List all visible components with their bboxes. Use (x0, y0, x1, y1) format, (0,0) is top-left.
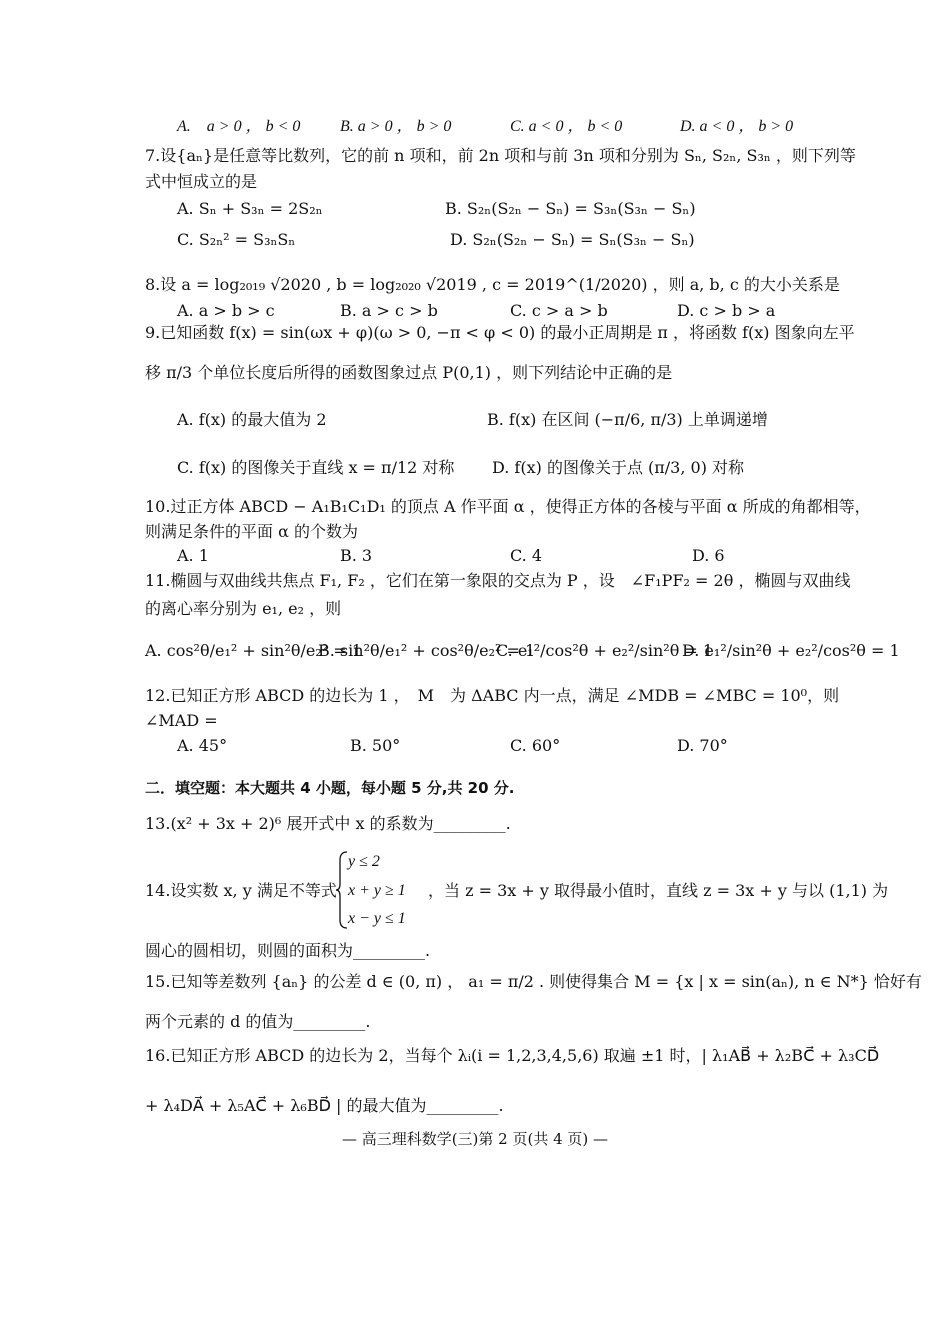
q7-stem-line1: 7.设{aₙ}是任意等比数列，它的前 n 项和，前 2n 项和与前 3n 项和分别为 Sₙ, S₂ₙ, S₃ₙ ，则下列等 (145, 146, 856, 165)
q9-option-c: C. f(x) 的图像关于直线 x = π/12 对称 (177, 458, 455, 477)
q10-option-b: B. 3 (340, 546, 373, 565)
q11-option-b: B. sin²θ/e₁² + cos²θ/e₂² = 1 (318, 641, 536, 660)
q9-stem-line2: 移 π/3 个单位长度后所得的函数图象过点 P(0,1) ，则下列结论中正确的是 (145, 363, 673, 382)
q10-stem-line2: 则满足条件的平面 α 的个数为 (145, 522, 358, 541)
q14-stem-pre: 14.设实数 x, y 满足不等式 (145, 881, 337, 900)
q14-stem-line2: 圆心的圆相切，则圆的面积为_________. (145, 941, 431, 960)
q8-option-a: A. a > b > c (177, 301, 275, 320)
q14-constraint-3: x − y ≤ 1 (348, 910, 406, 927)
q14-constraint-2: x + y ≥ 1 (348, 882, 406, 899)
q10-option-d: D. 6 (692, 546, 725, 565)
q10-option-c: C. 4 (510, 546, 543, 565)
q15-stem-line2: 两个元素的 d 的值为_________. (145, 1012, 371, 1031)
q7-stem-line2: 式中恒成立的是 (145, 172, 258, 191)
q16-stem-line1: 16.已知正方形 ABCD 的边长为 2，当每个 λᵢ(i = 1,2,3,4,5,6) 取遍 ±1 时，| λ₁AB⃗ + λ₂BC⃗ + λ₃CD⃗ (145, 1046, 880, 1065)
q14-brace (335, 850, 349, 930)
q16-stem-line2: + λ₄DA⃗ + λ₅AC⃗ + λ₆BD⃗ | 的最大值为_________. (145, 1096, 504, 1115)
q15-stem-line1: 15.已知等差数列 {aₙ} 的公差 d ∈ (0, π) ， a₁ = π/2 . 则使得集合 M = {x | x = sin(aₙ), n ∈ N*} 恰好有 (145, 972, 922, 991)
section-2-heading: 二．填空题：本大题共 4 小题，每小题 5 分,共 20 分. (145, 779, 515, 797)
q14-constraint-1: y ≤ 2 (348, 853, 380, 870)
q6-option-b: B. a > 0 ， b > 0 (340, 118, 452, 135)
q12-stem-line2: ∠MAD = (145, 711, 218, 730)
q12-option-b: B. 50° (350, 736, 401, 755)
q12-option-c: C. 60° (510, 736, 561, 755)
q11-option-a: A. cos²θ/e₁² + sin²θ/e₂² = 1 (145, 641, 362, 660)
q14-stem-post: ，当 z = 3x + y 取得最小值时，直线 z = 3x + y 与以 (1,1) 为 (428, 881, 889, 900)
q6-option-d: D. a < 0 ， b > 0 (680, 118, 794, 135)
q11-option-d: D. e₁²/sin²θ + e₂²/cos²θ = 1 (682, 641, 900, 660)
q11-stem-line1: 11.椭圆与双曲线共焦点 F₁, F₂ ，它们在第一象限的交点为 P ，设 ∠F₁PF₂ = 2θ ，椭圆与双曲线 (145, 571, 851, 590)
q9-option-b: B. f(x) 在区间 (−π/6, π/3) 上单调递增 (487, 410, 768, 429)
q10-stem-line1: 10.过正方体 ABCD − A₁B₁C₁D₁ 的顶点 A 作平面 α ，使得正方体的各棱与平面 α 所成的角都相等， (145, 497, 871, 516)
q12-option-d: D. 70° (677, 736, 728, 755)
q8-option-d: D. c > b > a (677, 301, 776, 320)
q7-option-b: B. S₂ₙ(S₂ₙ − Sₙ) = S₃ₙ(S₃ₙ − Sₙ) (445, 199, 696, 218)
q8-option-c: C. c > a > b (510, 301, 608, 320)
q9-option-d: D. f(x) 的图像关于点 (π/3, 0) 对称 (492, 458, 745, 477)
q9-stem-line1: 9.已知函数 f(x) = sin(ωx + φ)(ω > 0, −π < φ < 0) 的最小正周期是 π ，将函数 f(x) 图象向左平 (145, 323, 855, 342)
q6-option-c: C. a < 0 ， b < 0 (510, 118, 623, 135)
q6-option-a: A. a > 0 ， b < 0 (177, 118, 301, 135)
q7-option-a: A. Sₙ + S₃ₙ = 2S₂ₙ (177, 199, 323, 218)
q8-stem: 8.设 a = log₂₀₁₉ √2020 , b = log₂₀₂₀ √2019 , c = 2019^(1/2020) ，则 a, b, c 的大小关系是 (145, 275, 840, 294)
q11-option-c: C. e₁²/cos²θ + e₂²/sin²θ = 1 (496, 641, 714, 660)
q12-stem-line1: 12.已知正方形 ABCD 的边长为 1 ， M 为 ΔABC 内一点，满足 ∠MDB = ∠MBC = 10⁰，则 (145, 686, 840, 705)
q7-option-d: D. S₂ₙ(S₂ₙ − Sₙ) = Sₙ(S₃ₙ − Sₙ) (450, 230, 695, 249)
q8-option-b: B. a > c > b (340, 301, 438, 320)
q7-option-c: C. S₂ₙ² = S₃ₙSₙ (177, 230, 296, 249)
q12-option-a: A. 45° (177, 736, 228, 755)
page-footer: — 高三理科数学(三)第 2 页(共 4 页) — (341, 1130, 609, 1148)
q9-option-a: A. f(x) 的最大值为 2 (177, 410, 327, 429)
q13-text: 13.(x² + 3x + 2)⁶ 展开式中 x 的系数为_________. (145, 814, 511, 833)
q10-option-a: A. 1 (177, 546, 209, 565)
q11-stem-line2: 的离心率分别为 e₁, e₂ ，则 (145, 599, 342, 618)
